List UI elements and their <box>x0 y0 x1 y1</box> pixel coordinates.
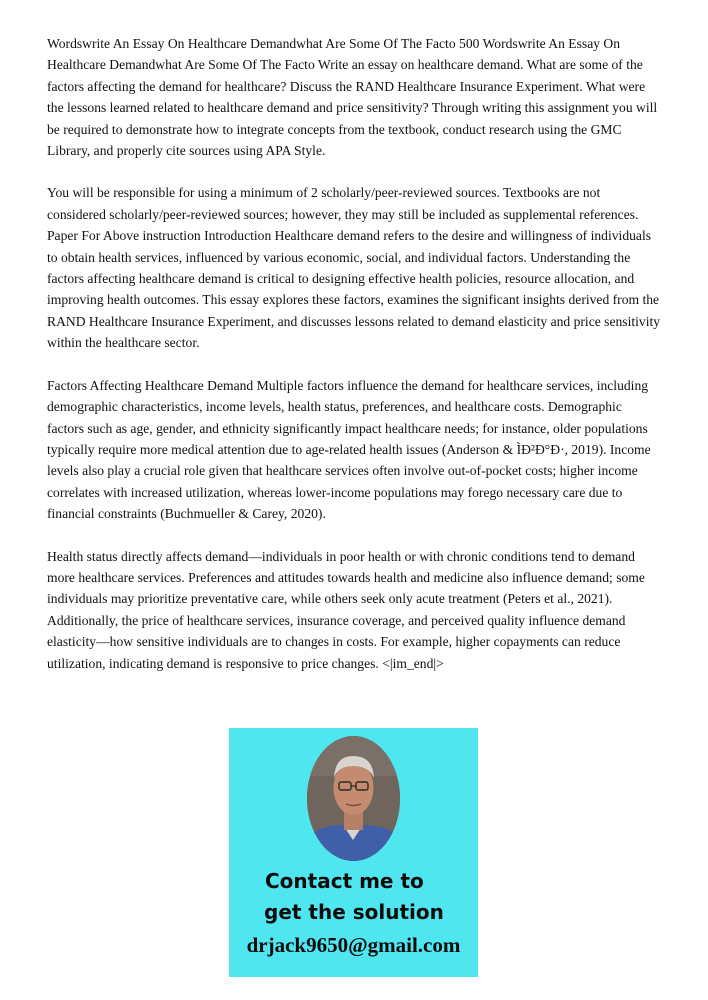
document-body <box>47 33 662 695</box>
ad-headline-line-2: get the solution <box>264 900 444 924</box>
person-portrait-icon <box>307 736 400 861</box>
paragraph-3: Factors Affecting Healthcare Demand Multiple factors influence the demand for healthcare services, including demographic characteristics, income levels, health status, preferences, and healthcare costs. Demographic factors such as age, gender, and ethnicity significantly impact healthcare needs; for instance, older populations typically require more medical attention due to age-related health issues (Anderson & ÌÐ²Ð°Ð·, 2019). Income levels also play a crucial role given that healthcare services often involve out-of-pocket costs; higher income correlates with increased utilization, whereas lower-income populations may forego necessary care due to financial constraints (Buchmueller & Carey, 2020). <box>47 377 651 522</box>
paragraph-1: Wordswrite An Essay On Healthcare Demandwhat Are Some Of The Facto 500 Wordswrite An Essay On Healthcare Demandwhat Are Some Of The Facto Write an essay on healthcare demand. What are some of the factors affecting the demand for healthcare? Discuss the RAND Healthcare Insurance Experiment. What were the lessons learned related to healthcare demand and price sensitivity? Through writing this assignment you will be required to demonstrate how to integrate concepts from the textbook, conduct research using the GMC Library, and properly cite sources using APA Style. <box>47 36 658 159</box>
paragraph-2: You will be responsible for using a minimum of 2 scholarly/peer-reviewed sources. Textbooks are not considered scholarly/peer-reviewed sources; however, they may still be included as supplemental references. Paper For Above instruction Introduction Healthcare demand refers to the desire and willingness of individuals to obtain health services, influenced by various economic, social, and individual factors. Understanding the factors affecting healthcare demand is critical to designing effective health policies, resource allocation, and improving health outcomes. This essay explores these factors, examines the significant insights derived from the RAND Healthcare Insurance Experiment, and discusses lessons related to demand elasticity and price sensitivity within the healthcare sector. <box>47 185 661 351</box>
contact-advertisement[interactable] <box>229 728 478 977</box>
paragraph-4: Health status directly affects demand—individuals in poor health or with chronic conditions tend to demand more healthcare services. Preferences and attitudes towards health and medicine also influence demand; some individuals may prioritize preventative care, while others seek only acute treatment (Peters et al., 2021). Additionally, the price of healthcare services, insurance coverage, and perceived quality influence demand elasticity—how sensitive individuals are to changes in costs. For example, higher copayments can reduce utilization, indicating demand is responsive to price changes. <|im_end|> <box>47 548 645 671</box>
ad-headline-line-1: Contact me to <box>265 869 424 893</box>
contact-email-link[interactable]: drjack9650@gmail.com <box>246 933 461 957</box>
